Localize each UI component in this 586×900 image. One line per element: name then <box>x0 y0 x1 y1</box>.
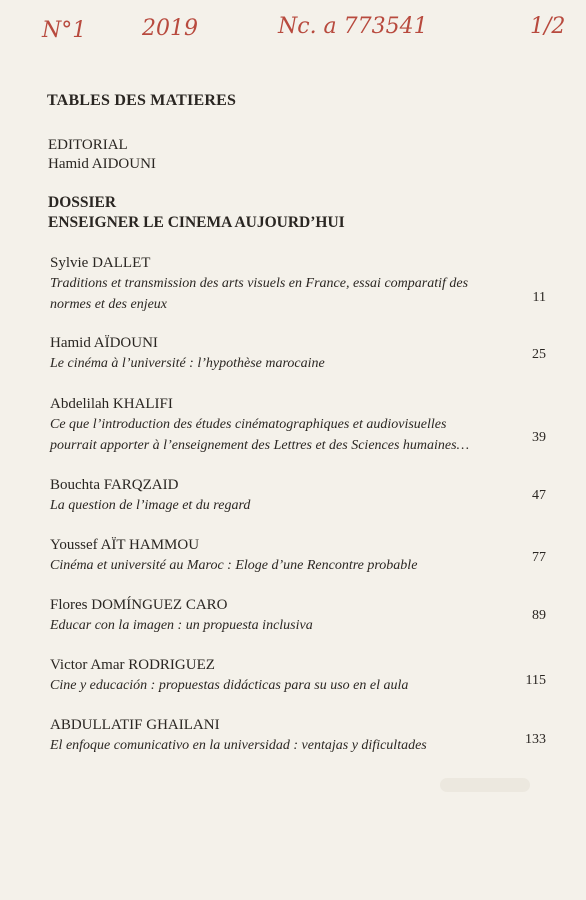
toc-entry <box>50 476 550 516</box>
entry-page-number: 11 <box>532 290 546 305</box>
entry-page-number: 25 <box>532 347 546 362</box>
entry-author: Abdelilah KHALIFI <box>50 396 173 412</box>
entry-title-line: Traditions et transmission des arts visuels en France, essai comparatif des <box>50 276 469 291</box>
entry-author: Victor Amar RODRIGUEZ <box>50 657 215 673</box>
entry-page-number: 39 <box>532 430 546 445</box>
entry-author: ABDULLATIF GHAILANI <box>50 717 220 733</box>
handwritten-annotations <box>0 12 586 52</box>
page-title: TABLES DES MATIERES <box>47 92 237 109</box>
entry-title-line: Le cinéma à l’université : l’hypothèse marocaine <box>50 356 325 371</box>
toc-entry <box>50 656 550 696</box>
handwritten-number: N°1 <box>42 18 87 43</box>
dossier-subtitle: ENSEIGNER LE CINEMA AUJOURD’HUI <box>48 214 345 231</box>
entry-author: Bouchta FARQZAID <box>50 477 179 493</box>
entry-title-line: Cine y educación : propuestas didácticas para su uso en el aula <box>50 678 409 693</box>
entry-page-number: 89 <box>532 608 546 623</box>
entry-author: Youssef AÏT HAMMOU <box>50 537 200 553</box>
entry-author: Hamid AÏDOUNI <box>50 335 158 351</box>
editorial-section <box>48 136 156 174</box>
entry-page-number: 133 <box>525 732 546 747</box>
editorial-author: Hamid AIDOUNI <box>48 156 156 172</box>
entry-page-number: 77 <box>532 550 546 565</box>
handwritten-volume: 1/2 <box>530 14 566 39</box>
entry-title-line: La question de l’image et du regard <box>50 498 251 513</box>
toc-entry <box>50 254 550 315</box>
dossier-heading <box>48 193 345 233</box>
entry-title-line: Educar con la imagen : un propuesta inclusiva <box>50 618 313 633</box>
handwritten-year: 2019 <box>142 16 198 41</box>
entry-author: Sylvie DALLET <box>50 255 151 271</box>
entry-page-number: 115 <box>525 673 546 688</box>
paper-smudge <box>440 778 530 792</box>
toc-entry <box>50 596 550 636</box>
toc-entry <box>50 334 550 374</box>
entry-page-number: 47 <box>532 488 546 503</box>
entry-title-line: normes et des enjeux <box>50 297 168 312</box>
dossier-label: DOSSIER <box>48 194 117 211</box>
toc-entry <box>50 536 550 576</box>
editorial-label: EDITORIAL <box>48 137 128 153</box>
entry-author: Flores DOMÍNGUEZ CARO <box>50 597 228 613</box>
entry-title-line: Ce que l’introduction des études cinématographiques et audiovisuelles <box>50 417 447 432</box>
entry-title-line: El enfoque comunicativo en la universidad : ventajas y dificultades <box>50 738 427 753</box>
handwritten-reference: Nc. a 773541 <box>278 14 428 39</box>
entry-title-line: pourrait apporter à l’enseignement des Lettres et des Sciences humaines… <box>50 438 470 453</box>
toc-entry <box>50 395 550 456</box>
toc-entry <box>50 716 550 756</box>
entry-title-line: Cinéma et université au Maroc : Eloge d’une Rencontre probable <box>50 558 418 573</box>
